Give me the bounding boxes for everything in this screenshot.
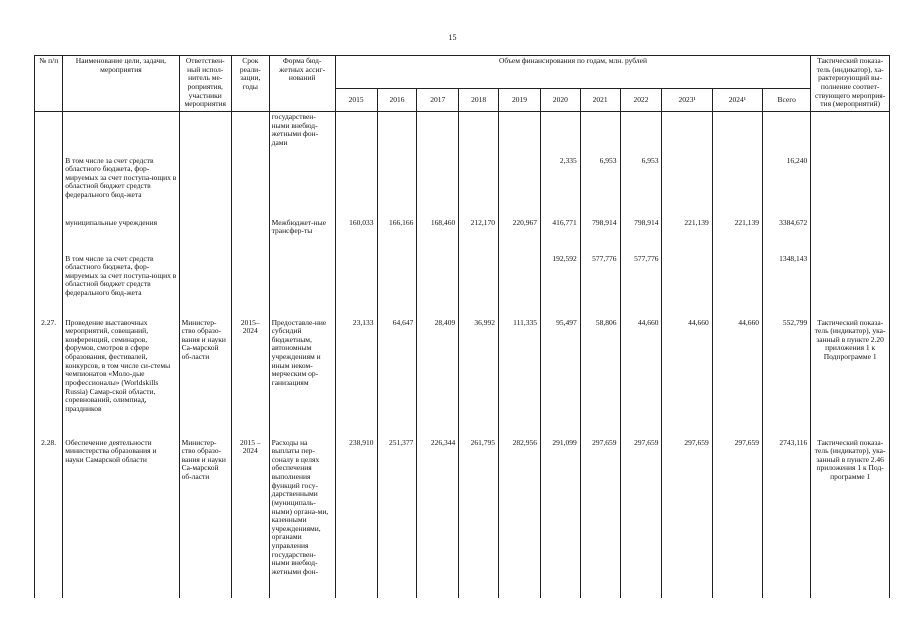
row-name bbox=[63, 112, 179, 156]
row-value: 577,776 bbox=[620, 254, 662, 318]
row-value bbox=[417, 112, 459, 156]
header-year: 2019 bbox=[499, 89, 541, 112]
row-value: 282,956 bbox=[499, 438, 541, 598]
row-value: 95,497 bbox=[540, 318, 580, 438]
row-form: Расходы на выплаты пер-соналу в целях обеспечения выполнения функций госу-дарственными (муниципаль-ными) органа-ми, казенными учреждениями, органами управления государствен-ными внебюд-жетными фон- bbox=[269, 438, 335, 598]
row-responsible: Министер-ство образо-вания и науки Са-марской об-ласти bbox=[179, 438, 231, 598]
row-term bbox=[231, 112, 269, 156]
row-responsible bbox=[179, 112, 231, 156]
row-value bbox=[377, 254, 417, 318]
header-name: Наименование цели, задачи, мероприятия bbox=[63, 56, 179, 112]
row-number: 2.28. bbox=[35, 438, 63, 598]
row-value bbox=[662, 254, 712, 318]
row-indicator bbox=[811, 112, 890, 156]
header-year: 2020 bbox=[540, 89, 580, 112]
table-row bbox=[35, 318, 890, 438]
header-responsible: Ответствен-ный испол-нитель ме-роприятия, участники мероприятия bbox=[179, 56, 231, 112]
row-value: 16,240 bbox=[763, 156, 811, 218]
row-value bbox=[662, 112, 712, 156]
row-number bbox=[35, 254, 63, 318]
row-value: 192,592 bbox=[540, 254, 580, 318]
row-value: 2,335 bbox=[540, 156, 580, 218]
table-row bbox=[35, 218, 890, 254]
row-value bbox=[335, 254, 377, 318]
row-value bbox=[712, 254, 762, 318]
row-indicator bbox=[811, 254, 890, 318]
row-value: 2743,116 bbox=[763, 438, 811, 598]
row-value: 297,659 bbox=[712, 438, 762, 598]
row-value: 238,910 bbox=[335, 438, 377, 598]
row-form: Межбюджет-ные трансфер-ты bbox=[269, 218, 335, 254]
table-row bbox=[35, 254, 890, 318]
row-value bbox=[417, 254, 459, 318]
row-indicator: Тактический показа-тель (индикатор), ука-занный в пункте 2.20 приложения 1 к Подпрограмме 1 bbox=[811, 318, 890, 438]
row-value bbox=[540, 112, 580, 156]
row-name: Обеспечение деятельности министерства образования и науки Самарской области bbox=[63, 438, 179, 598]
row-form: Предоставле-ние субсидий бюджетным, автономным учреждениям и иным неком-мерческим ор-ганизациям bbox=[269, 318, 335, 438]
row-value: 221,139 bbox=[712, 218, 762, 254]
table-row bbox=[35, 156, 890, 218]
header-year: 2016 bbox=[377, 89, 417, 112]
row-value: 416,771 bbox=[540, 218, 580, 254]
row-indicator bbox=[811, 218, 890, 254]
header-year: 2021 bbox=[580, 89, 620, 112]
row-name: В том числе за счет средств областного бюджета, фор-мируемых за счет поступа-ющих в областной бюджет средств федерального бюд-жета bbox=[63, 156, 179, 218]
header-year: Всего bbox=[763, 89, 811, 112]
row-term bbox=[231, 156, 269, 218]
row-value: 111,335 bbox=[499, 318, 541, 438]
row-value bbox=[335, 112, 377, 156]
header-financing: Объем финансирования по годам, млн. рублей bbox=[335, 56, 811, 89]
row-form bbox=[269, 254, 335, 318]
financing-table bbox=[34, 55, 890, 598]
row-value: 23,133 bbox=[335, 318, 377, 438]
row-value bbox=[620, 112, 662, 156]
row-value bbox=[335, 156, 377, 218]
row-value: 221,139 bbox=[662, 218, 712, 254]
row-term: 2015–2024 bbox=[231, 318, 269, 438]
row-value: 297,659 bbox=[620, 438, 662, 598]
row-value bbox=[459, 112, 499, 156]
row-value bbox=[499, 112, 541, 156]
row-responsible bbox=[179, 218, 231, 254]
row-number bbox=[35, 156, 63, 218]
row-value bbox=[499, 156, 541, 218]
row-value: 297,659 bbox=[580, 438, 620, 598]
row-responsible bbox=[179, 254, 231, 318]
row-value: 6,953 bbox=[620, 156, 662, 218]
row-value: 798,914 bbox=[580, 218, 620, 254]
row-value: 36,992 bbox=[459, 318, 499, 438]
header-year: 2024¹ bbox=[712, 89, 762, 112]
row-name: муниципальные учреждения bbox=[63, 218, 179, 254]
row-value bbox=[712, 156, 762, 218]
row-value: 166,166 bbox=[377, 218, 417, 254]
row-value: 168,460 bbox=[417, 218, 459, 254]
row-value: 58,806 bbox=[580, 318, 620, 438]
row-value bbox=[459, 254, 499, 318]
row-value bbox=[662, 156, 712, 218]
row-value: 3384,672 bbox=[763, 218, 811, 254]
header-year: 2023¹ bbox=[662, 89, 712, 112]
header-year: 2022 bbox=[620, 89, 662, 112]
row-value: 220,967 bbox=[499, 218, 541, 254]
row-value bbox=[377, 156, 417, 218]
row-value: 297,659 bbox=[662, 438, 712, 598]
row-term bbox=[231, 218, 269, 254]
header-year: 2018 bbox=[459, 89, 499, 112]
row-value: 212,170 bbox=[459, 218, 499, 254]
row-value bbox=[580, 112, 620, 156]
header-year: 2017 bbox=[417, 89, 459, 112]
row-value: 44,660 bbox=[620, 318, 662, 438]
row-value: 251,377 bbox=[377, 438, 417, 598]
row-value: 1348,143 bbox=[763, 254, 811, 318]
row-value: 160,033 bbox=[335, 218, 377, 254]
row-value: 64,647 bbox=[377, 318, 417, 438]
row-number bbox=[35, 112, 63, 156]
row-value bbox=[417, 156, 459, 218]
row-value: 28,409 bbox=[417, 318, 459, 438]
row-form: государствен-ными внебюд-жетными фон-дами bbox=[269, 112, 335, 156]
row-value bbox=[459, 156, 499, 218]
row-indicator: Тактический показа-тель (индикатор), ука-занный в пункте 2.46 приложения 1 к Под-программе 1 bbox=[811, 438, 890, 598]
row-value bbox=[763, 112, 811, 156]
page-number: 15 bbox=[448, 33, 457, 42]
row-number: 2.27. bbox=[35, 318, 63, 438]
row-value: 798,914 bbox=[620, 218, 662, 254]
row-value: 226,344 bbox=[417, 438, 459, 598]
table-row bbox=[35, 438, 890, 598]
header-year: 2015 bbox=[335, 89, 377, 112]
row-value bbox=[499, 254, 541, 318]
row-form bbox=[269, 156, 335, 218]
row-term: 2015 – 2024 bbox=[231, 438, 269, 598]
row-value: 261,795 bbox=[459, 438, 499, 598]
header-term: Срок реали-зации, годы bbox=[231, 56, 269, 112]
row-value: 291,099 bbox=[540, 438, 580, 598]
row-value: 44,660 bbox=[662, 318, 712, 438]
header-form: Форма бюд-жетных ассиг-нований bbox=[269, 56, 335, 112]
row-value bbox=[712, 112, 762, 156]
row-responsible: Министер-ство образо-вания и науки Са-марской об-ласти bbox=[179, 318, 231, 438]
row-name: В том числе за счет средств областного бюджета, фор-мируемых за счет поступа-ющих в областной бюджет средств федерального бюд-жета bbox=[63, 254, 179, 318]
row-value: 44,660 bbox=[712, 318, 762, 438]
header-num: № п/п bbox=[35, 56, 63, 112]
row-value: 577,776 bbox=[580, 254, 620, 318]
table-row bbox=[35, 112, 890, 156]
row-term bbox=[231, 254, 269, 318]
row-responsible bbox=[179, 156, 231, 218]
row-name: Проведение выставочных мероприятий, совещаний, конференций, семинаров, форумов, смотров в сфере образования, фестивалей, конкурсов, в том числе си-стемы чемпионатов «Моло-дые профессионалы» (Worldskills Russia) Самар-ской области, соревнований, олимпиад, праздников bbox=[63, 318, 179, 438]
row-value: 552,799 bbox=[763, 318, 811, 438]
header-indicator: Тактический показа-тель (индикатор), ха-рактеризующий вы-полнение соответ-ствующего мероприя-тия (мероприятий) bbox=[811, 56, 890, 112]
row-value bbox=[377, 112, 417, 156]
row-indicator bbox=[811, 156, 890, 218]
row-number bbox=[35, 218, 63, 254]
row-value: 6,953 bbox=[580, 156, 620, 218]
